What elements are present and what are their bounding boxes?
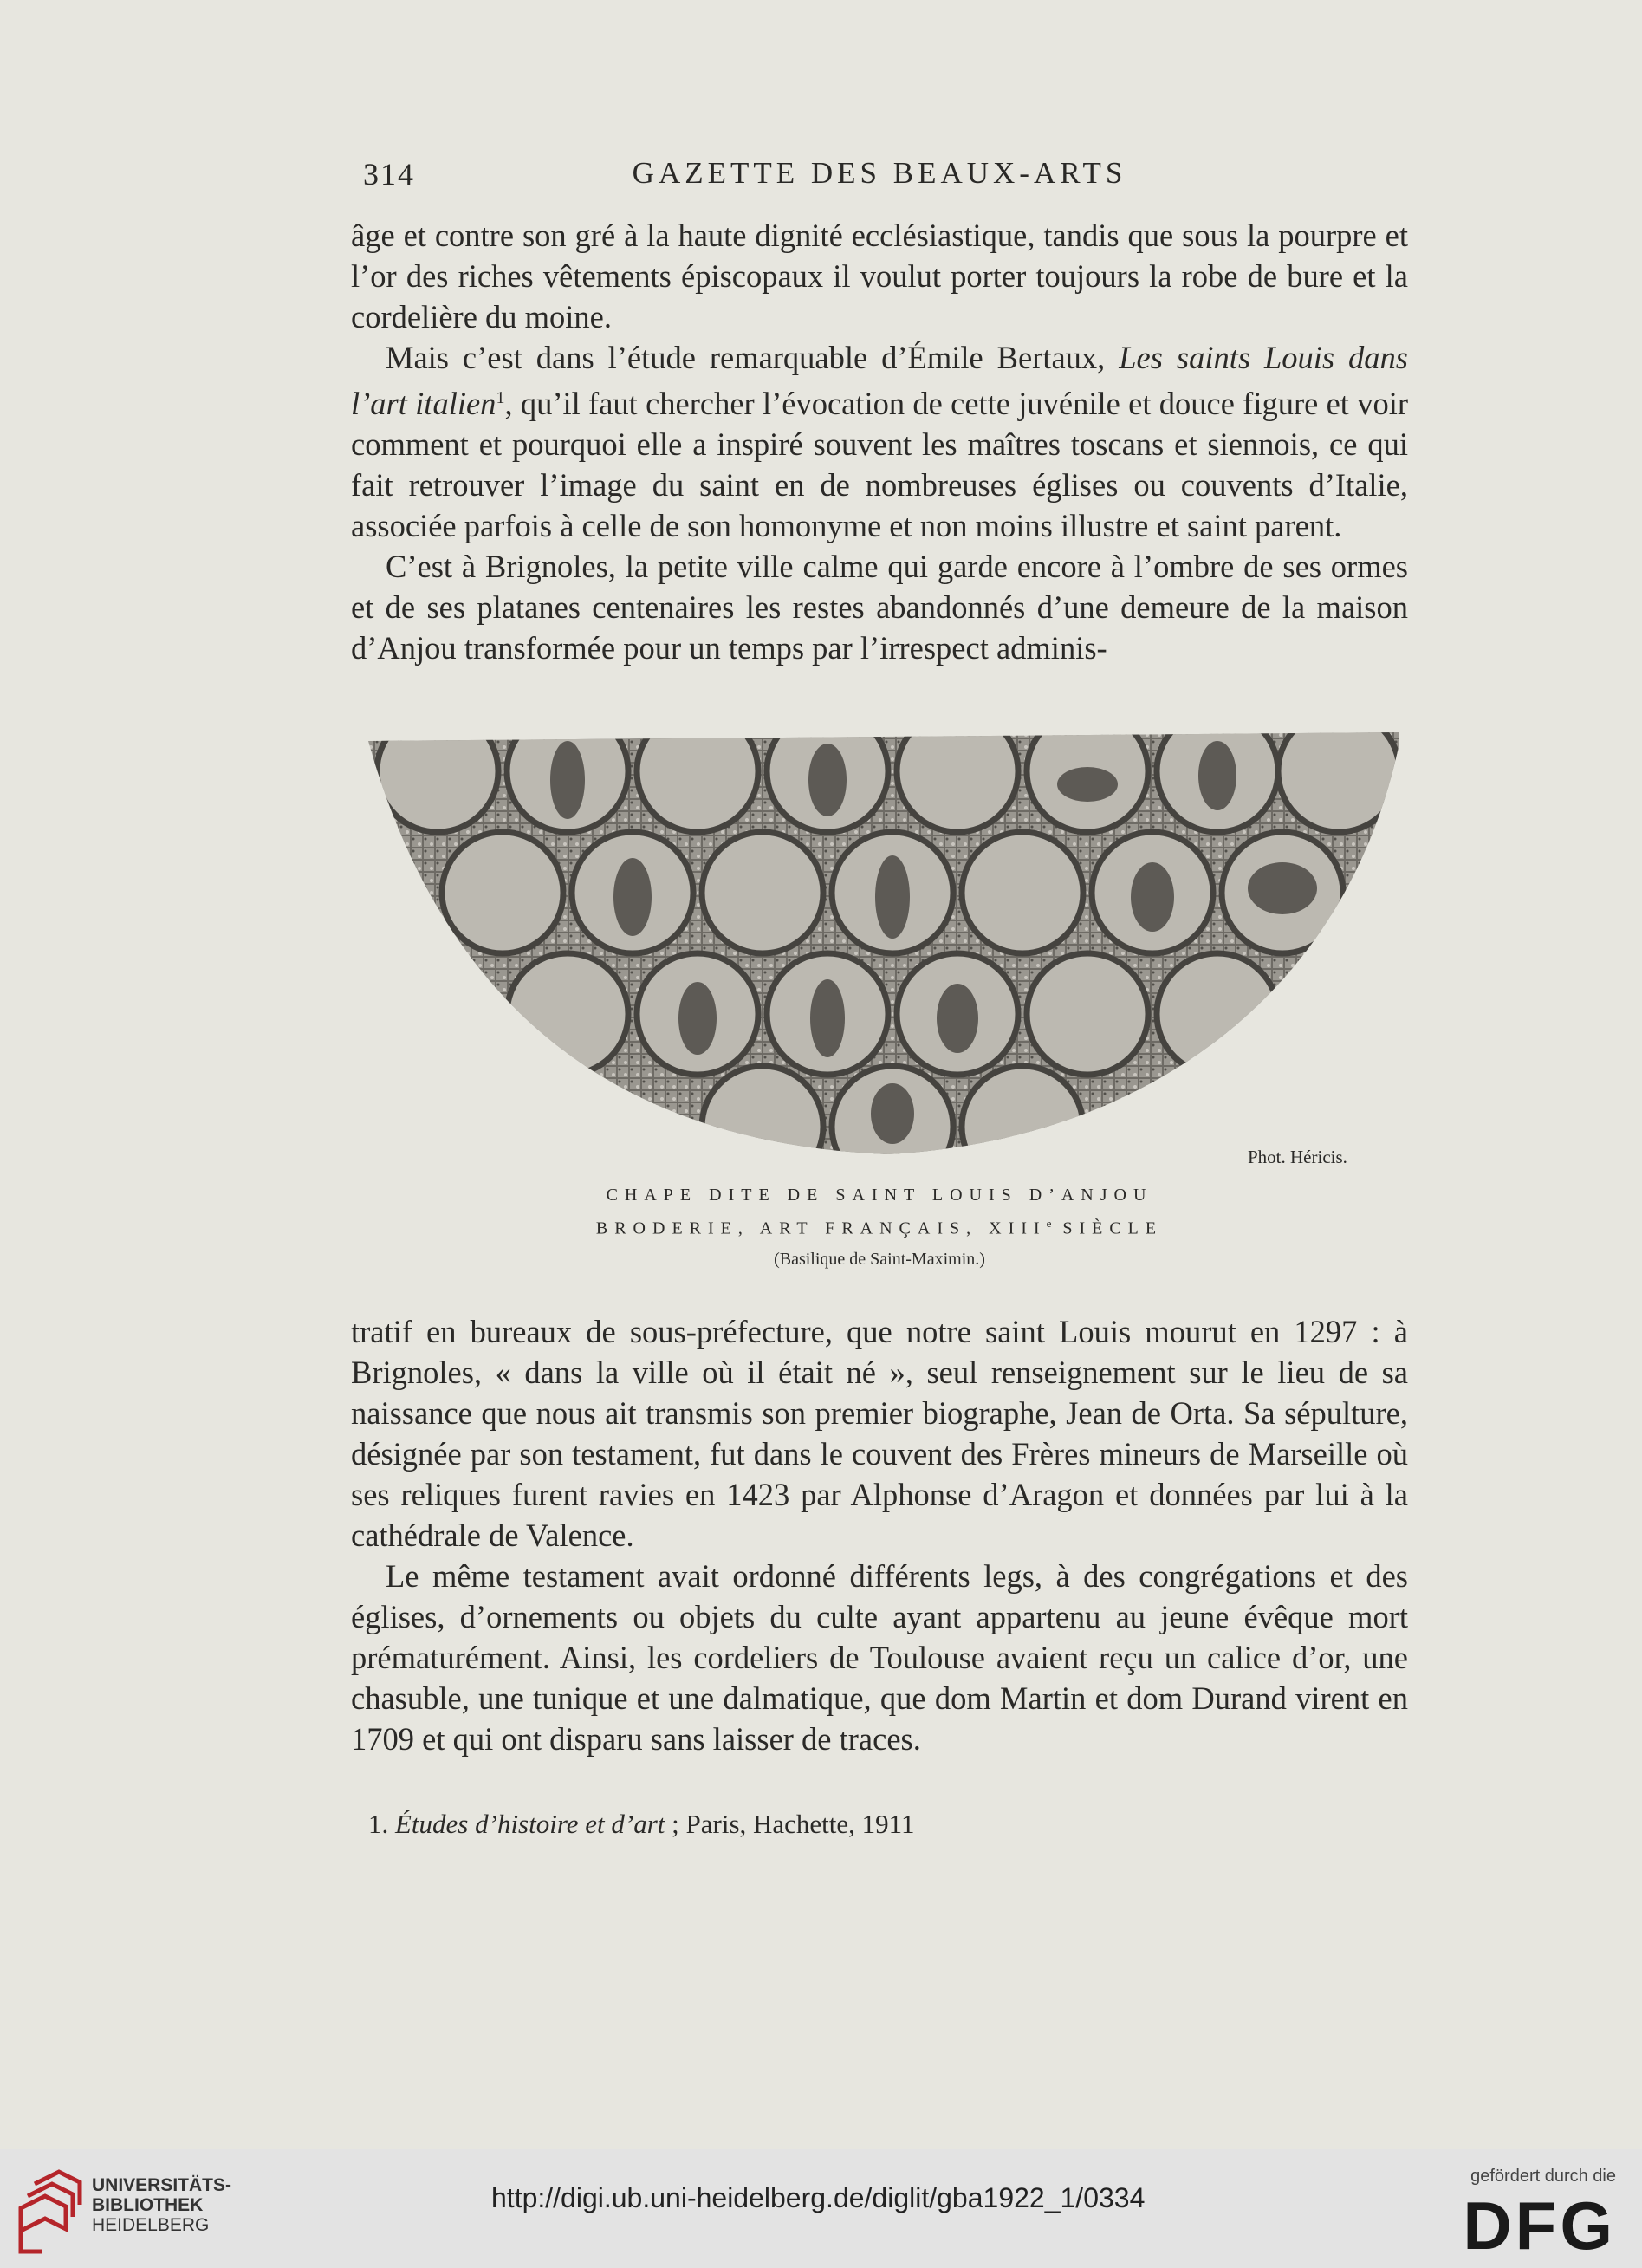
photo-credit: Phot. Héricis.	[1248, 1147, 1347, 1167]
caption-subtitle: BRODERIE, ART FRANÇAIS, XIIIe SIÈCLE	[595, 1217, 1164, 1238]
funding-label: gefördert durch die	[1470, 2167, 1616, 2186]
body-text-top	[351, 215, 1408, 668]
book-title: Les saints Louis dans l’art italien	[351, 340, 1408, 422]
paragraph: Le même testament avait ordonné différents legs, à des congrégations et des églises, d’ornements ou objets du culte ayant appartenu au jeune évêque mort prématurément. Ainsi, les cordeliers de Toulouse avaient reçu un calice d’or, une chasuble, une tunique et une dalmatique, que dom Martin et dom Durand virent en 1709 et qui ont disparu sans laisser de traces.	[351, 1558, 1408, 1757]
dfg-logo[interactable]: DFG	[1463, 2187, 1616, 2264]
paragraph: tratif en bureaux de sous-préfecture, que notre saint Louis mourut en 1297 : à Brignoles, « dans la ville où il était né », seul renseignement sur le lieu de sa naissance que nous ait transmis son premier biographe, Jean de Orta. Sa sépulture, désignée par son testament, fut dans le couvent des Frères mineurs de Marseille où ses reliques furent ravies en 1423 par Alphonse d’Aragon et données par lui à la cathédrale de Valence.	[351, 1314, 1408, 1553]
caption-location: (Basilique de Saint-Maximin.)	[774, 1250, 985, 1269]
permalink-url[interactable]: http://digi.ub.uni-heidelberg.de/diglit/gba1922_1/0334	[491, 2182, 1146, 2213]
paragraph: Mais c’est dans l’étude remarquable d’Émile Bertaux, Les saints Louis dans l’art italien$^1$, qu’il faut chercher l’évocation de cette juvénile et douce figure et voir comment et pourquoi elle a inspiré souvent les maîtres toscans et siennois, ce qui fait retrouver l’image du saint en de nombreuses églises ou couvents d’Italie, associée parfois à celle de son homonyme et non moins illustre et saint parent.	[351, 340, 1408, 544]
paragraph: âge et contre son gré à la haute dignité ecclésiastique, tandis que sous la pourpre et l’or des riches vêtements épiscopaux il voulut porter toujours la robe de bure et la cordelière du moine.	[351, 218, 1408, 335]
viewer-footer	[0, 2149, 1642, 2268]
footnote-title: Études d’histoire et d’art	[395, 1809, 665, 1839]
caption-title: CHAPE DITE DE SAINT LOUIS D’ANJOU	[606, 1186, 1153, 1205]
body-text-bottom	[351, 1311, 1408, 1759]
running-title: GAZETTE DES BEAUX-ARTS	[632, 156, 1127, 190]
embroidered-cope-image	[368, 732, 1399, 1157]
paragraph: C’est à Brignoles, la petite ville calme qui garde encore à l’ombre de ses ormes et de ses platanes centenaires les restes abandonnés d’une demeure de la maison d’Anjou transformée pour un temps par l’irrespect adminis-	[351, 549, 1408, 666]
page-number: 314	[363, 157, 415, 192]
library-name: UNIVERSITÄTS- BIBLIOTHEK HEIDELBERG	[92, 2175, 232, 2235]
page-header	[351, 156, 1408, 199]
university-library-logo-icon[interactable]	[17, 2168, 83, 2255]
footnote: 1. Études d’histoire et d’art ; Paris, Hachette, 1911	[368, 1809, 915, 1839]
footnote-ref[interactable]: 1	[496, 388, 505, 407]
